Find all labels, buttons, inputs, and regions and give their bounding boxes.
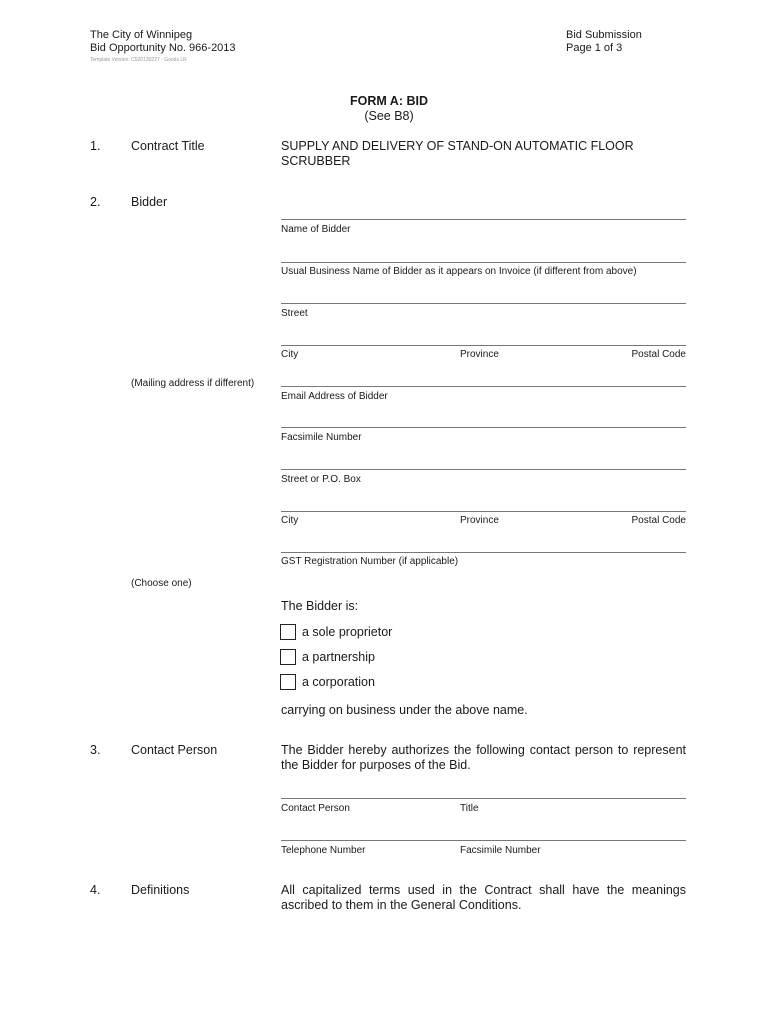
section-1-number: 1.	[90, 139, 101, 153]
name-of-bidder-field[interactable]	[281, 219, 686, 220]
choose-one-note: (Choose one)	[131, 578, 192, 589]
sole-proprietor-label: a sole proprietor	[302, 625, 393, 639]
header-page-number: Page 1 of 3	[566, 42, 623, 54]
contact-person-title-field[interactable]	[281, 798, 686, 799]
section-2-number: 2.	[90, 195, 101, 209]
definitions-text	[281, 883, 686, 913]
telephone-number-caption: Telephone Number	[281, 845, 366, 856]
facsimile-field[interactable]	[281, 427, 686, 428]
header-bid-submission: Bid Submission	[566, 29, 642, 41]
postal-code-caption: Postal Code	[631, 349, 686, 360]
corporation-label: a corporation	[302, 675, 375, 689]
mailing-postal-code-caption: Postal Code	[631, 515, 686, 526]
contact-person-caption: Contact Person	[281, 803, 350, 814]
section-4-number: 4.	[90, 883, 101, 897]
street-po-box-caption: Street or P.O. Box	[281, 474, 361, 485]
contract-title-value	[281, 139, 634, 169]
usual-business-name-field[interactable]	[281, 262, 686, 263]
carrying-on-business-text: carrying on business under the above name.	[281, 703, 528, 717]
definitions-text-line-2: ascribed to them in the General Conditions.	[281, 898, 522, 912]
partnership-checkbox[interactable]	[280, 649, 296, 665]
province-caption: Province	[460, 349, 499, 360]
mailing-province-caption: Province	[460, 515, 499, 526]
bidder-is-label: The Bidder is:	[281, 599, 359, 613]
contact-person-text-line-2: the Bidder for purposes of the Bid.	[281, 758, 471, 772]
city-province-postal-field[interactable]	[281, 345, 686, 346]
contact-facsimile-caption: Facsimile Number	[460, 845, 541, 856]
title-caption: Title	[460, 803, 479, 814]
definitions-text-line-1: All capitalized terms used in the Contract shall have the meanings	[281, 883, 686, 897]
header-bid-opportunity: Bid Opportunity No. 966-2013	[90, 42, 236, 54]
contact-person-text-line-1: The Bidder hereby authorizes the following contact person to represent	[281, 743, 686, 757]
corporation-checkbox[interactable]	[280, 674, 296, 690]
mailing-city-caption: City	[281, 515, 299, 526]
header-city: The City of Winnipeg	[90, 29, 193, 41]
contract-title-line-1: SUPPLY AND DELIVERY OF STAND-ON AUTOMATIC FLOOR	[281, 139, 634, 153]
telephone-facsimile-field[interactable]	[281, 840, 686, 841]
section-3-number: 3.	[90, 743, 101, 757]
header-left	[90, 29, 236, 55]
city-caption: City	[281, 349, 299, 360]
partnership-label: a partnership	[302, 650, 375, 664]
gst-registration-caption: GST Registration Number (if applicable)	[281, 556, 459, 567]
facsimile-caption: Facsimile Number	[281, 432, 362, 443]
usual-business-name-caption: Usual Business Name of Bidder as it appears on Invoice (if different from above)	[281, 266, 637, 277]
sole-proprietor-checkbox[interactable]	[280, 624, 296, 640]
header-right	[566, 29, 642, 55]
email-caption: Email Address of Bidder	[281, 391, 388, 402]
mailing-city-province-postal-field[interactable]	[281, 511, 686, 512]
email-field[interactable]	[281, 386, 686, 387]
gst-registration-field[interactable]	[281, 552, 686, 553]
street-po-box-field[interactable]	[281, 469, 686, 470]
mailing-address-note: (Mailing address if different)	[131, 378, 255, 389]
form-title: FORM A: BID	[350, 94, 428, 108]
form-subtitle: (See B8)	[364, 109, 414, 123]
section-1-label: Contract Title	[131, 139, 205, 153]
section-3-label: Contact Person	[131, 743, 218, 757]
street-field[interactable]	[281, 303, 686, 304]
contract-title-line-2: SCRUBBER	[281, 154, 351, 168]
name-of-bidder-caption: Name of Bidder	[281, 224, 351, 235]
contact-person-text	[281, 743, 686, 773]
section-4-label: Definitions	[131, 883, 190, 897]
section-2-label: Bidder	[131, 195, 168, 209]
street-caption: Street	[281, 308, 308, 319]
template-version-note: Template Version: C520130227 - Goods LR	[90, 57, 187, 63]
